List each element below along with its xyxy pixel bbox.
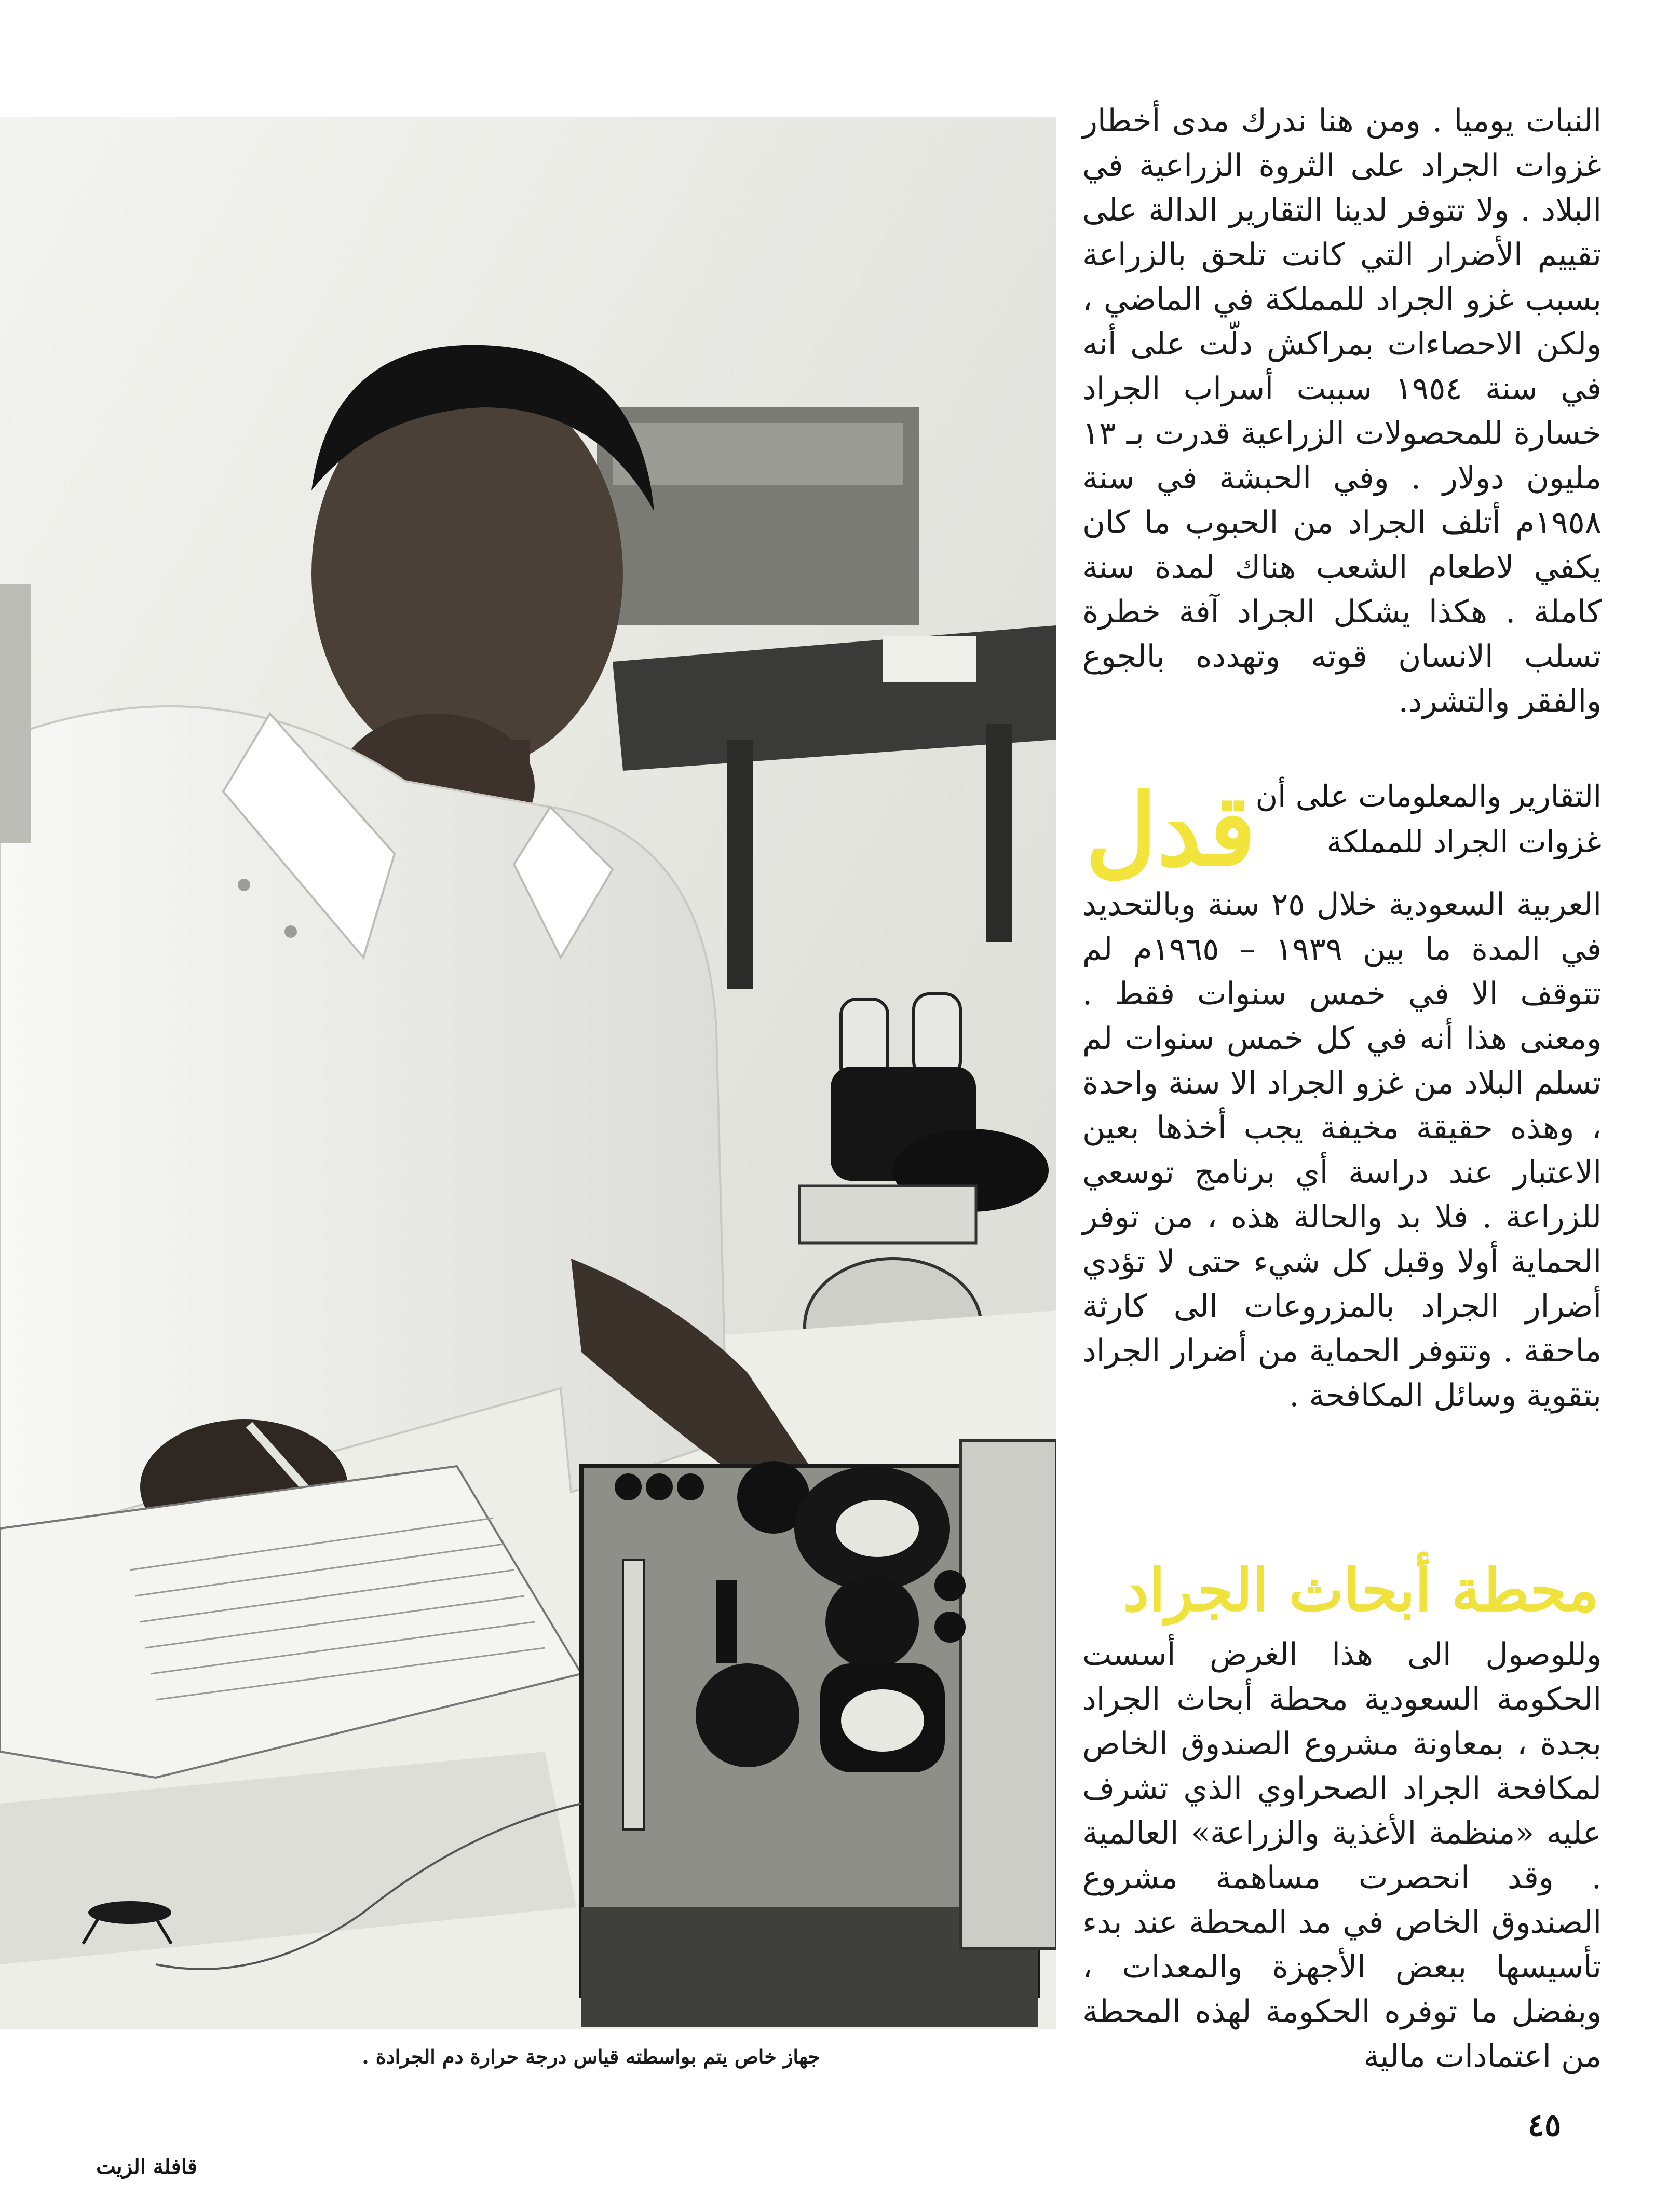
article-paragraph-2: العربية السعودية خلال ٢٥ سنة وبالتحديد في المدة ما بين ١٩٣٩ – ١٩٦٥م لم تتوقف الا في خمس سنوات فقط . ومعنى هذا أنه في كل خمس سنوات لم تسلم البلاد من غزو الجراد الا سنة واحدة ، وهذه حقيقة مخيفة يجب أخذها بعين الاعتبار عند دراسة أي برنامج توسعي للزراعة . فلا بد والحالة هذه ، من توفر الحماية أولا وقبل كل شيء حتى لا تؤدي أضرار الجراد بالمزروعات الى كارثة ماحقة . وتتوفر الحماية من أضرار الجراد بتقوية وسائل المكافحة .: [1082, 886, 1602, 1414]
article-column-1: [1082, 99, 1602, 723]
article-column-2: [1082, 882, 1602, 1418]
photo-caption: جهاز خاص يتم بواسطته قياس درجة حرارة دم الجرادة .: [362, 2045, 820, 2068]
magazine-name: قافلة الزيت: [96, 2154, 197, 2179]
page-number: ٤٥: [1527, 2107, 1562, 2143]
article-paragraph-1: النبات يوميا . ومن هنا ندرك مدى أخطار غزوات الجراد على الثروة الزراعية في البلاد . ولا تتوفر لدينا التقارير الدالة على تقييم الأضرار التي كانت تلحق بالزراعة بسبب غزو الجراد للمملكة في الماضي ، ولكن الاحصاءات بمراكش دلّت على أنه في سنة ١٩٥٤ سببت أسراب الجراد خسارة للمحصولات الزراعية قدرت بـ ١٣ مليون دولار . وفي الحبشة في سنة ١٩٥٨م أتلف الجراد من الحبوب ما كان يكفي لاطعام الشعب هناك لمدة سنة كاملة . هكذا يشكل الجراد آفة خطرة تسلب الانسان قوته وتهدده بالجوع والفقر والتشرد.: [1082, 103, 1602, 719]
dropcap-line-2: غزوات الجراد للمملكة: [1326, 824, 1602, 859]
section-title: محطة أبحاث الجراد: [1123, 1556, 1599, 1624]
photo-illustration: [0, 117, 1056, 2029]
dropcap-letters: قدل: [1085, 772, 1256, 888]
article-paragraph-3: وللوصول الى هذا الغرض أسست الحكومة السعودية محطة أبحاث الجراد بجدة ، بمعاونة مشروع الصندوق الخاص لمكافحة الجراد الصحراوي الذي تشرف عليه «منظمة الأغذية والزراعة» العالمية . وقد انحصرت مساهمة مشروع الصندوق الخاص في مد المحطة عند بدء تأسيسها ببعض الأجهزة والمعدات ، وبفضل ما توفره الحكومة لهذه المحطة من اعتمادات مالية: [1082, 1636, 1602, 2074]
dropcap-line-1: التقارير والمعلومات على أن: [1255, 779, 1602, 814]
photo-scientist-with-device: [0, 117, 1056, 2029]
article-column-3: [1082, 1632, 1602, 2079]
dropcap-lines: [1255, 773, 1602, 865]
